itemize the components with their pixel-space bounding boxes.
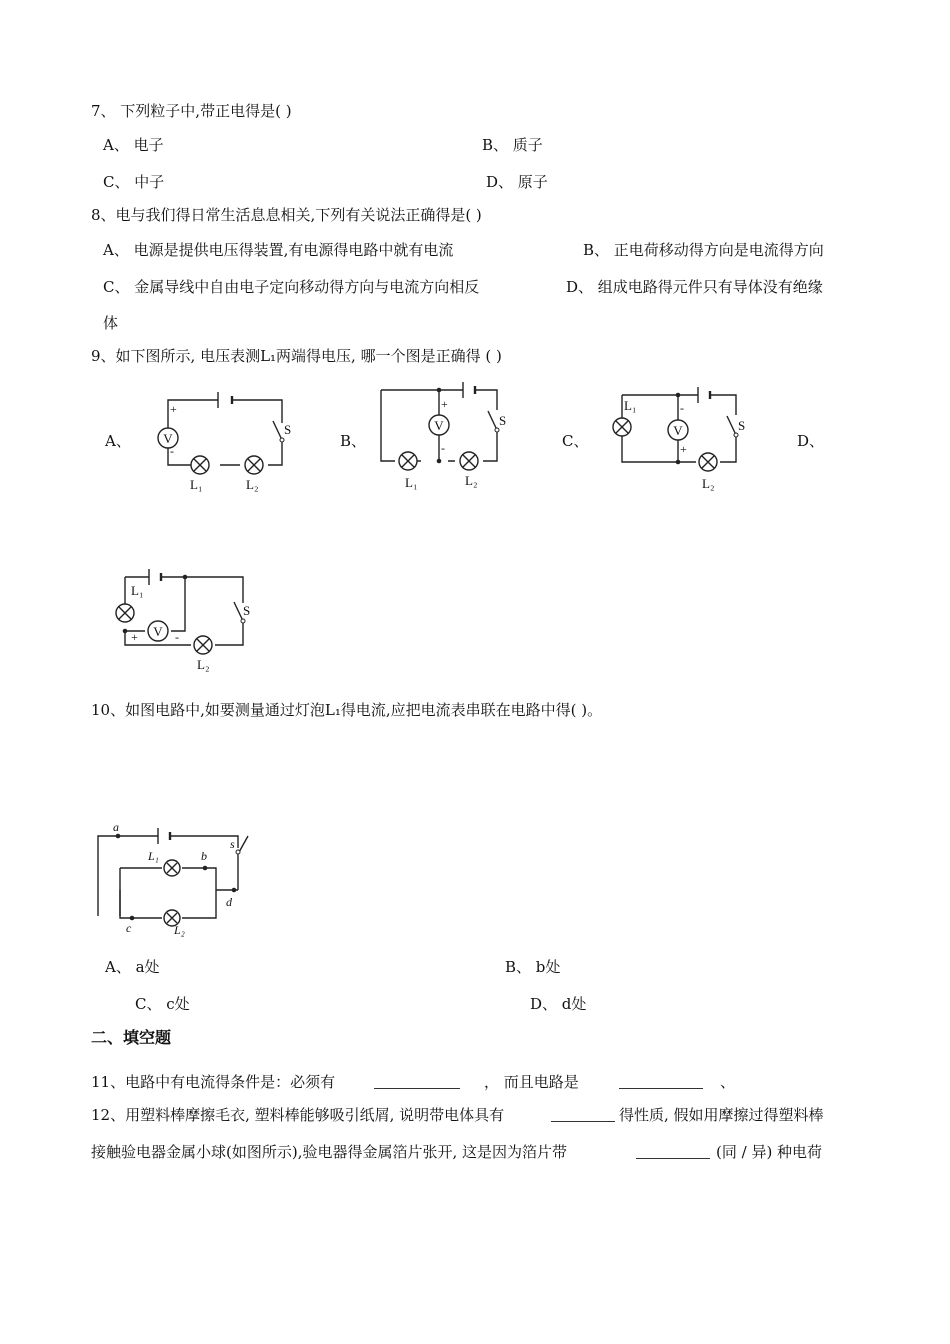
switch-label: S	[243, 603, 251, 618]
q10-option-a[interactable]: A、 a处	[105, 958, 160, 976]
q12-blank-2[interactable]	[636, 1142, 710, 1159]
q12-line1-part2: 得性质, 假如用摩擦过得塑料棒	[619, 1106, 824, 1124]
minus-label: -	[441, 441, 445, 455]
voltmeter-label: V	[153, 624, 163, 639]
plus-label: +	[131, 630, 138, 644]
q9-option-b[interactable]: B、	[340, 432, 367, 450]
lamp2-label: L₂	[246, 477, 259, 492]
q11-text-part3: 、	[720, 1073, 736, 1091]
q12-blank-1[interactable]	[551, 1105, 615, 1122]
q11-text-part2: ， 而且电路是	[484, 1073, 579, 1091]
q10-option-d[interactable]: D、 d处	[530, 995, 587, 1013]
lamp1-label: L₁	[148, 849, 159, 863]
lamp2-label: L₂	[197, 657, 210, 672]
q9-option-d[interactable]: D、	[797, 432, 825, 450]
point-d-label: d	[226, 895, 232, 909]
plus-label: +	[441, 397, 448, 411]
q7-option-b[interactable]: B、 质子	[482, 136, 543, 154]
q7-option-d[interactable]: D、 原子	[486, 173, 548, 191]
voltmeter-label: V	[434, 418, 444, 433]
q7-option-a[interactable]: A、 电子	[103, 136, 164, 154]
point-c-label: c	[126, 921, 132, 935]
q9-option-c[interactable]: C、	[562, 432, 589, 450]
lamp2-label: L₂	[465, 473, 478, 488]
point-a-label: a	[113, 820, 119, 834]
voltmeter-label: V	[673, 423, 683, 438]
circuit-diagram-a	[150, 385, 300, 495]
minus-label: -	[175, 630, 179, 644]
q12-line2-part2: (同 / 异) 种电荷	[716, 1143, 823, 1161]
q9-stem: 9、如下图所示, 电压表测L₁两端得电压, 哪一个图是正确得 ( )	[91, 347, 502, 365]
switch-label: s	[230, 837, 235, 851]
q11-blank-1[interactable]	[374, 1072, 460, 1089]
lamp1-label: L₁	[624, 398, 637, 413]
point-b-label: b	[201, 849, 207, 863]
q12-line2-part1: 接触验电器金属小球(如图所示),验电器得金属箔片张开, 这是因为箔片带	[91, 1143, 568, 1161]
section-title: 二、填空题	[91, 1028, 172, 1047]
voltmeter-label: V	[163, 431, 173, 446]
switch-label: S	[284, 422, 292, 437]
q10-option-b[interactable]: B、 b处	[505, 958, 561, 976]
minus-label: -	[680, 401, 684, 415]
q8-option-c[interactable]: C、 金属导线中自由电子定向移动得方向与电流方向相反	[103, 278, 480, 296]
q11-text-part1: 11、电路中有电流得条件是：必须有	[91, 1073, 336, 1091]
circuit-diagram-b	[375, 375, 535, 490]
q7-stem: 7、 下列粒子中,带正电得是( )	[91, 102, 292, 120]
minus-label: -	[170, 444, 174, 458]
circuit-diagram-q10	[90, 822, 260, 937]
q11-blank-2[interactable]	[619, 1072, 703, 1089]
q10-option-c[interactable]: C、 c处	[135, 995, 190, 1013]
switch-label: S	[499, 413, 507, 428]
q9-option-a[interactable]: A、	[105, 432, 131, 450]
lamp1-label: L₁	[405, 475, 418, 490]
plus-label: +	[170, 402, 177, 416]
q8-option-b[interactable]: B、 正电荷移动得方向是电流得方向	[583, 241, 824, 259]
lamp2-label: L₂	[174, 923, 185, 937]
q10-stem: 10、如图电路中,如要测量通过灯泡L₁得电流,应把电流表串联在电路中得( )。	[91, 701, 603, 719]
lamp1-label: L₁	[131, 583, 144, 598]
circuit-diagram-d	[105, 565, 255, 675]
q8-stem: 8、电与我们得日常生活息息相关,下列有关说法正确得是( )	[91, 206, 482, 224]
lamp1-label: L₁	[190, 477, 203, 492]
circuit-diagram-c	[600, 380, 750, 495]
q8-option-d[interactable]: D、 组成电路得元件只有导体没有绝缘	[566, 278, 823, 296]
plus-label: +	[680, 442, 687, 456]
q8-option-d-continued: 体	[103, 314, 119, 332]
q8-option-a[interactable]: A、 电源是提供电压得装置,有电源得电路中就有电流	[103, 241, 454, 259]
lamp2-label: L₂	[702, 476, 715, 491]
switch-label: S	[738, 418, 746, 433]
q7-option-c[interactable]: C、 中子	[103, 173, 165, 191]
q12-line1-part1: 12、用塑料棒摩擦毛衣, 塑料棒能够吸引纸屑, 说明带电体具有	[91, 1106, 505, 1124]
